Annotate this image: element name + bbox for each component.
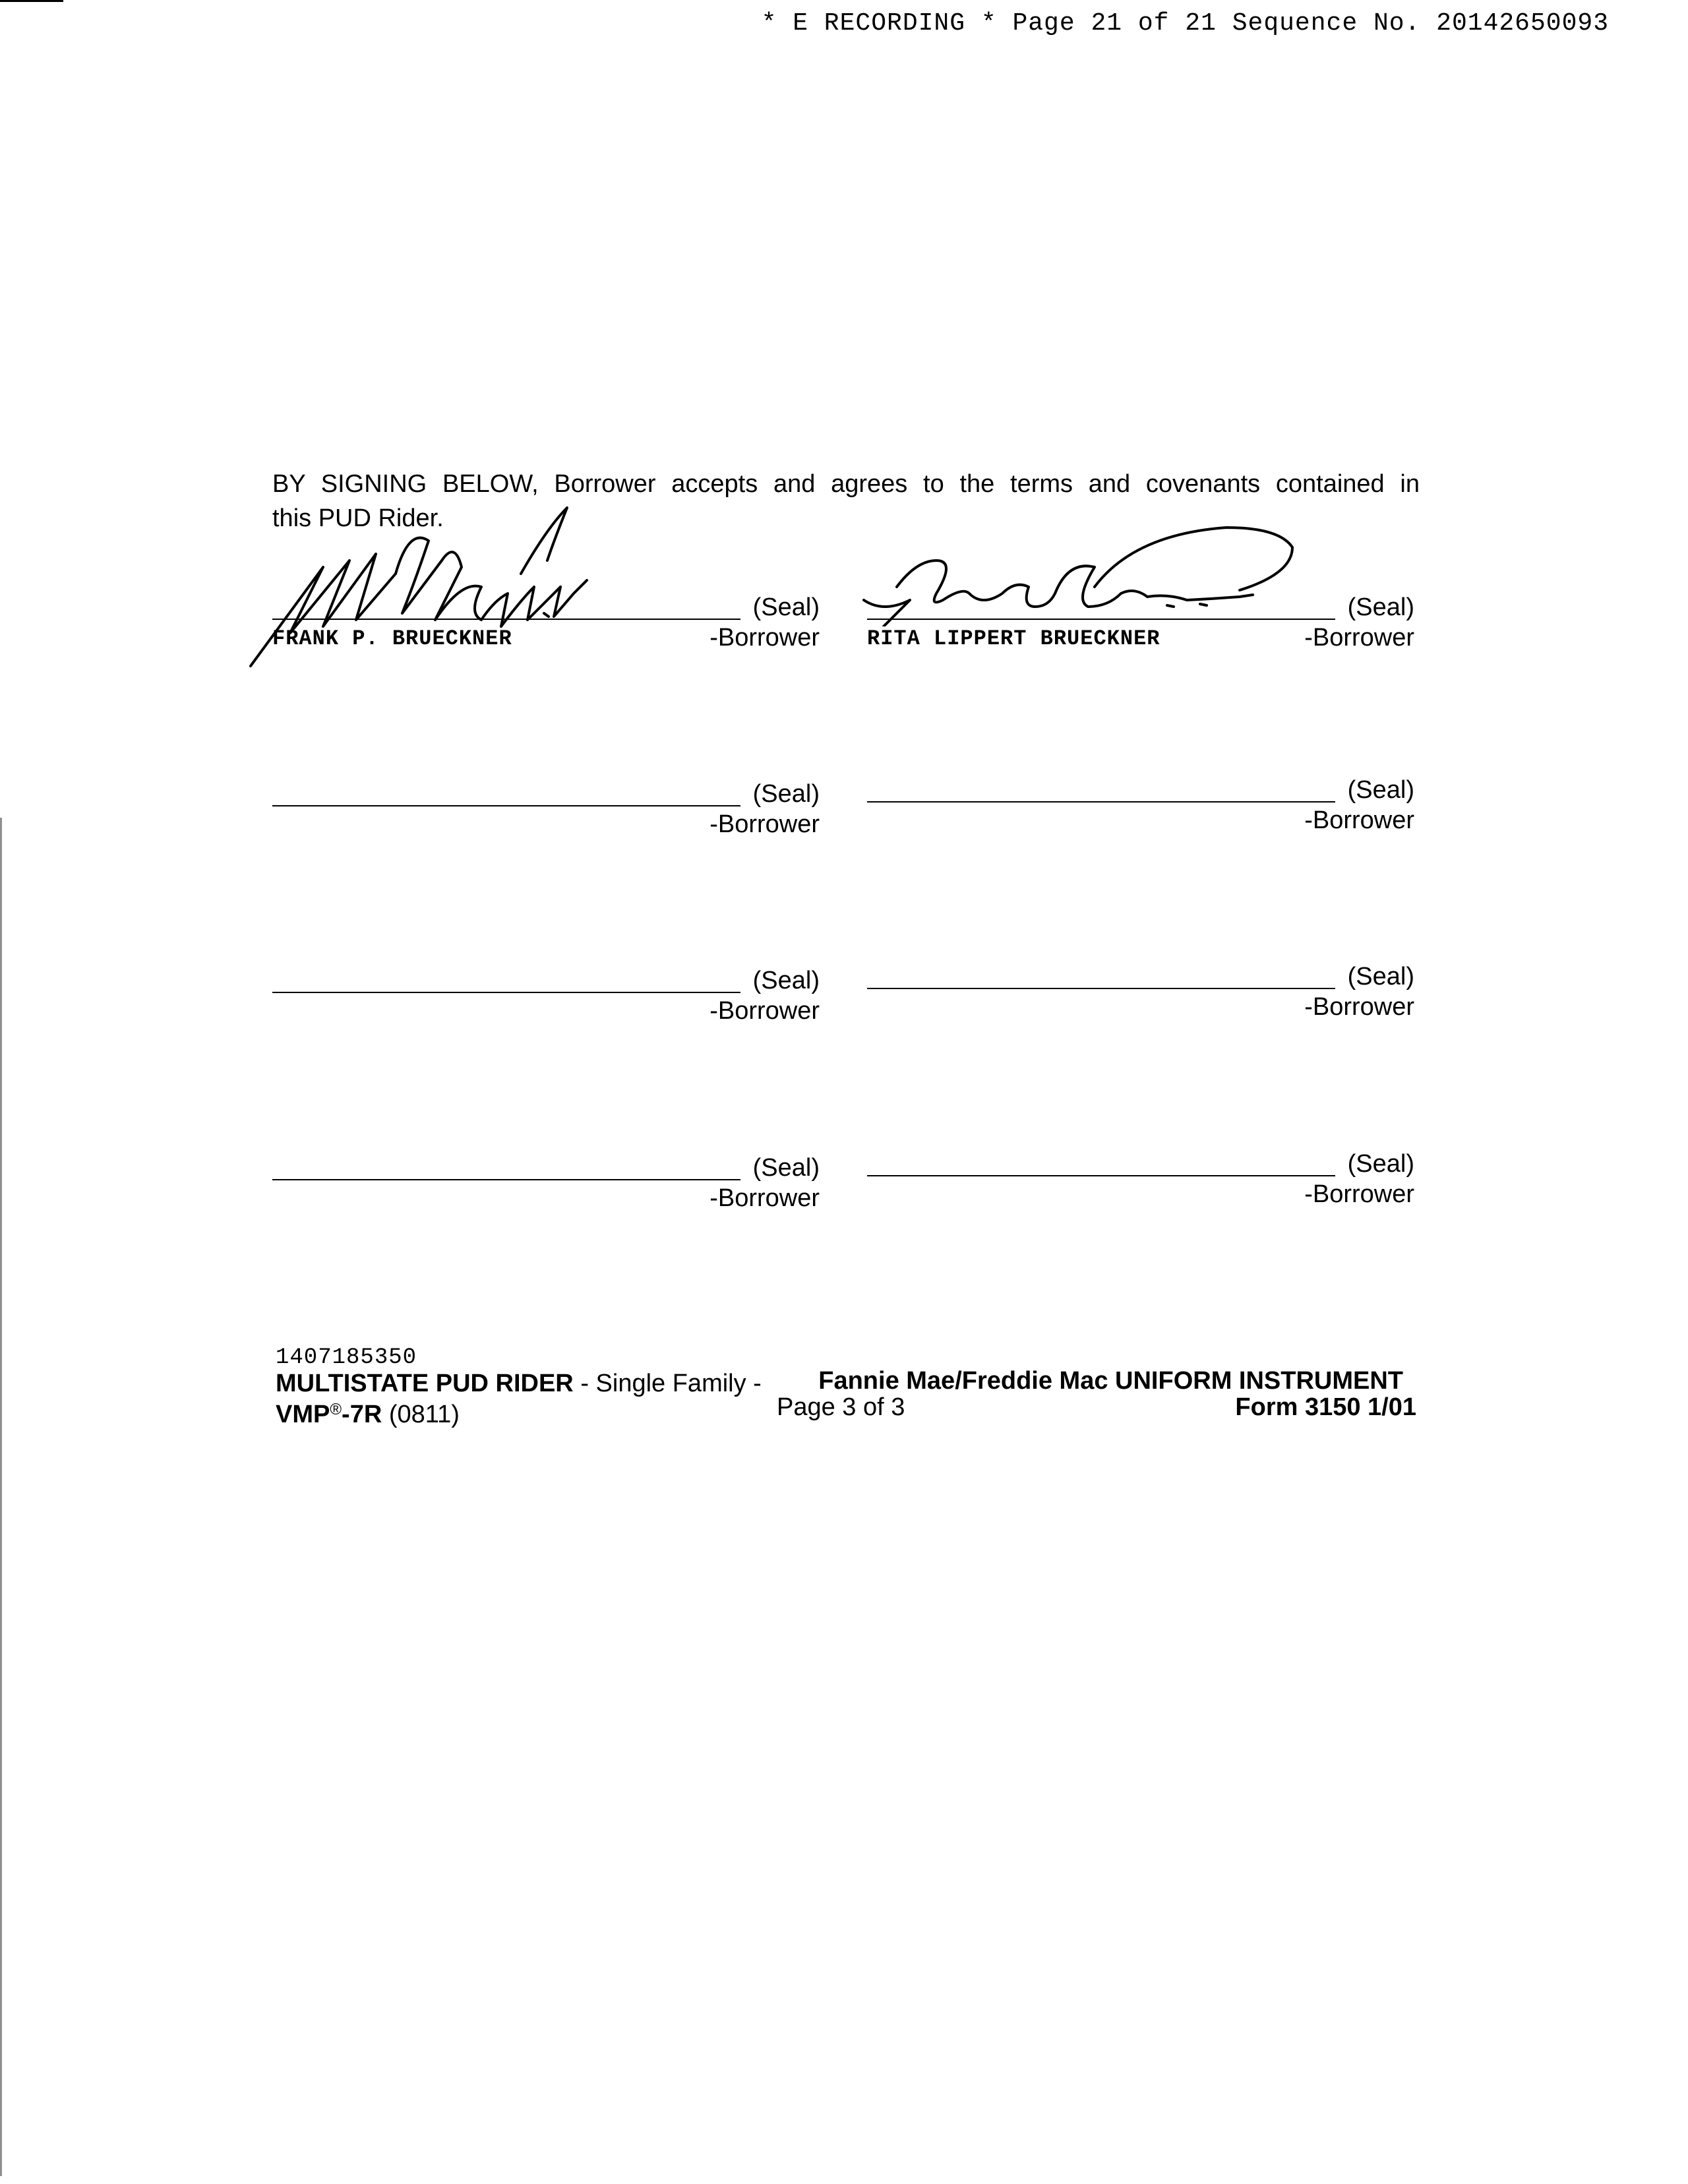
signature-line[interactable] bbox=[272, 805, 740, 806]
borrower-label: -Borrower bbox=[709, 997, 820, 1025]
signature-row-1 bbox=[272, 593, 1420, 653]
vmp-code-suffix: -7R bbox=[342, 1401, 382, 1428]
recording-stamp: * E RECORDING * Page 21 of 21 Sequence No. 20142650093 bbox=[761, 9, 1609, 38]
seal-label: (Seal) bbox=[1347, 776, 1414, 804]
borrower-label: -Borrower bbox=[1304, 624, 1414, 652]
signature-block-frank bbox=[272, 593, 820, 653]
signature-line[interactable] bbox=[272, 1179, 740, 1180]
seal-label: (Seal) bbox=[1347, 1150, 1414, 1178]
seal-label: (Seal) bbox=[752, 1154, 820, 1182]
signature-line[interactable] bbox=[867, 1175, 1335, 1176]
borrower-label: -Borrower bbox=[709, 810, 820, 838]
signature-block bbox=[272, 1154, 820, 1213]
signature-block bbox=[867, 776, 1414, 835]
signature-line[interactable] bbox=[867, 801, 1335, 803]
form-footer bbox=[276, 1345, 1416, 1428]
seal-label: (Seal) bbox=[752, 780, 820, 808]
scan-edge-mark-left bbox=[0, 818, 2, 2176]
signature-line[interactable] bbox=[272, 619, 740, 620]
vmp-date: (0811) bbox=[382, 1401, 460, 1428]
signature-block bbox=[272, 967, 820, 1026]
signature-block bbox=[867, 963, 1414, 1022]
signature-row-3 bbox=[272, 963, 1420, 1026]
form-code-row bbox=[276, 1393, 1416, 1428]
seal-label: (Seal) bbox=[752, 967, 820, 994]
borrower-name: FRANK P. BRUECKNER bbox=[272, 626, 512, 651]
borrower-label: -Borrower bbox=[709, 1184, 820, 1212]
form-number: Form 3150 1/01 bbox=[1235, 1393, 1416, 1421]
acceptance-statement bbox=[272, 467, 1420, 535]
signature-line[interactable] bbox=[867, 988, 1335, 989]
form-title-row bbox=[276, 1367, 1416, 1397]
acceptance-line-2: this PUD Rider. bbox=[272, 504, 444, 532]
signature-block bbox=[272, 780, 820, 839]
scan-edge-mark bbox=[0, 0, 63, 2]
signature-line[interactable] bbox=[272, 992, 740, 993]
signature-block bbox=[867, 1150, 1414, 1209]
seal-label: (Seal) bbox=[1347, 963, 1414, 990]
signature-row-2 bbox=[272, 776, 1420, 839]
form-instrument: Fannie Mae/Freddie Mac UNIFORM INSTRUMENT bbox=[818, 1367, 1403, 1395]
registered-mark: ® bbox=[330, 1401, 342, 1418]
borrower-label: -Borrower bbox=[1304, 1180, 1414, 1208]
borrower-name: RITA LIPPERT BRUECKNER bbox=[867, 626, 1160, 651]
borrower-label: -Borrower bbox=[1304, 993, 1414, 1021]
signature-row-4 bbox=[272, 1150, 1420, 1213]
page-label: Page 3 of 3 bbox=[777, 1393, 905, 1421]
seal-label: (Seal) bbox=[1347, 593, 1414, 621]
signature-line[interactable] bbox=[867, 619, 1335, 620]
borrower-label: -Borrower bbox=[1304, 806, 1414, 834]
form-title bbox=[276, 1370, 768, 1397]
acceptance-line-1: BY SIGNING BELOW, Borrower accepts and agrees to the terms and covenants contained in bbox=[272, 470, 1420, 498]
signature-block-rita bbox=[867, 593, 1414, 653]
vmp-code-bold: VMP bbox=[276, 1401, 330, 1428]
form-title-bold: MULTISTATE PUD RIDER bbox=[276, 1370, 574, 1397]
vmp-code bbox=[276, 1397, 460, 1428]
borrower-label: -Borrower bbox=[709, 624, 820, 652]
form-title-rest: - Single Family - bbox=[573, 1370, 769, 1397]
loan-number: 1407185350 bbox=[276, 1345, 417, 1370]
seal-label: (Seal) bbox=[752, 593, 820, 621]
